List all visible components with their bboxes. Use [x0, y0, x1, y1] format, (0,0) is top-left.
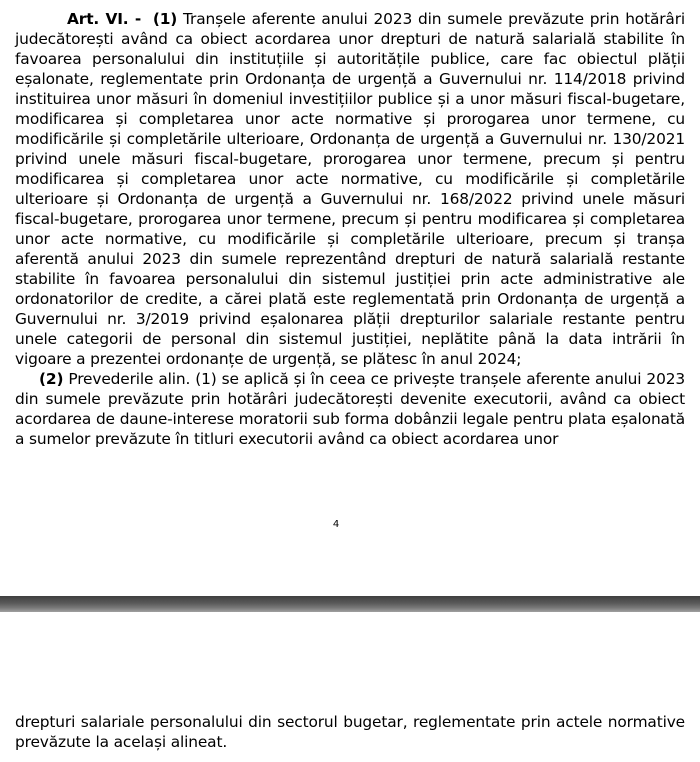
paragraph-2-continuation: drepturi salariale personalului din sectorul bugetar, reglementate prin actele normative prevăzute la același alineat. [15, 713, 685, 751]
article-6-paragraph-2 [15, 369, 685, 449]
page-number: 4 [332, 519, 340, 530]
paragraph-number-1: (1) [152, 10, 178, 28]
page-separator [0, 596, 700, 612]
article-6-paragraph-1 [15, 9, 685, 369]
document-page-5 [0, 612, 700, 762]
paragraph-number-2: (2) [39, 370, 64, 388]
page-4-text [15, 9, 685, 449]
article-label: Art. VI. - [67, 10, 142, 28]
page-5-text [15, 712, 685, 752]
paragraph-1-text: Tranșele aferente anului 2023 din sumele prevăzute prin hotărâri judecătorești având ca obiect acordarea unor drepturi de natură salarială stabilite în favoarea personalului din instituțiile și autoritățile publice, care fac obiectul plății eșalonate, reglementate prin Ordonanța de urgență a Guvernului nr. 114/2018 privind instituirea unor măsuri în domeniul investițiilor publice și a unor măsuri fiscal-bugetare, modificarea și completarea unor acte normative și prorogarea unor termene, cu modificările și completările ulterioare, Ordonanța de urgență a Guvernului nr. 130/2021 privind unele măsuri fiscal-bugetare, prorogarea unor termene, precum și pentru modificarea și completarea unor acte normative, cu modificările și completările ulterioare și Ordonanța de urgență a Guvernului nr. 168/2022 privind unele măsuri fiscal-bugetare, prorogarea unor termene, precum și pentru modificarea și completarea unor acte normative, cu modificările și completările ulterioare, precum și tranșa aferentă anului 2023 din sumele reprezentând drepturi de natură salarială restante stabilite în favoarea personalului din sistemul justiției prin acte administrative ale ordonatorilor de credite, a cărei plată este reglementată prin Ordonanța de urgență a Guvernului nr. 3/2019 privind eșalonarea plății drepturilor salariale restante pentru unele categorii de personal din sistemul justiției, neplătite până la data intrării în vigoare a prezentei ordonanțe de urgență, se plătesc în anul 2024; [15, 10, 685, 368]
paragraph-2-text: Prevederile alin. (1) se aplică și în ceea ce privește tranșele aferente anului 2023 din sumele prevăzute prin hotărâri judecătorești devenite executorii, având ca obiect acordarea de daune-interese moratorii sub forma dobânzii legale pentru plata eșalonată a sumelor prevăzute în titluri executorii având ca obiect acordarea unor [15, 370, 685, 448]
